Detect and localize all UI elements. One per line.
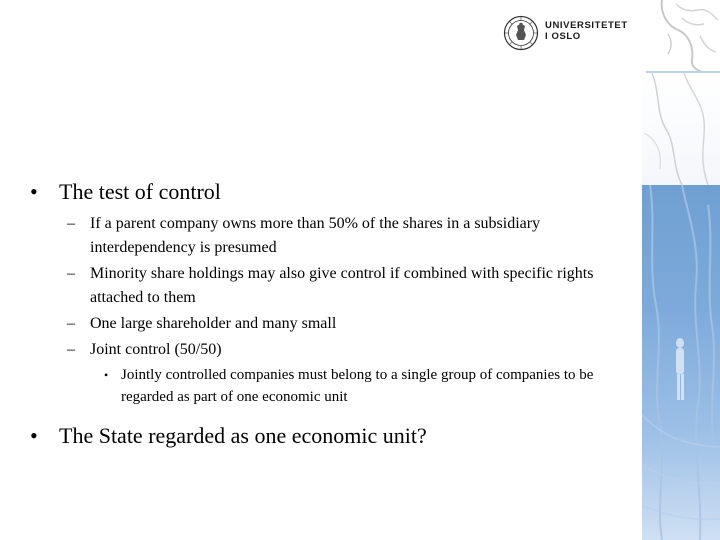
- bullet-level2: [30, 338, 630, 362]
- bullet-level2: [30, 212, 630, 260]
- university-name: [545, 20, 645, 42]
- bullet-level1: [30, 178, 630, 206]
- bullet-marker: •: [104, 368, 109, 382]
- bullet-text: Minority share holdings may also give control if combined with specific rights attached to them: [90, 265, 594, 306]
- decorative-blue-panel: [642, 185, 720, 540]
- bullet-text: Jointly controlled companies must belong to a single group of companies to be regarded as part of one economic unit: [121, 367, 594, 405]
- university-name-line2: I OSLO: [545, 31, 581, 42]
- bullet-marker: •: [30, 423, 38, 448]
- bullet-marker: •: [30, 179, 38, 204]
- university-name-line1: UNIVERSITETET: [545, 20, 628, 31]
- bullet-text: Joint control (50/50): [90, 341, 222, 358]
- bullet-text: The State regarded as one economic unit?: [59, 423, 427, 448]
- dash-marker: –: [67, 315, 75, 332]
- bullet-text: One large shareholder and many small: [90, 315, 337, 332]
- bullet-level3: [30, 364, 630, 408]
- bullet-text: The test of control: [59, 179, 221, 204]
- dash-marker: –: [67, 341, 75, 358]
- decorative-statue-middle: [642, 73, 720, 185]
- bullet-level2: [30, 262, 630, 310]
- bullet-text: If a parent company owns more than 50% of the shares in a subsidiary interdependency is presumed: [90, 215, 541, 256]
- bullet-level1: [30, 422, 630, 450]
- bullet-level2: [30, 312, 630, 336]
- dash-marker: –: [67, 265, 75, 282]
- dash-marker: –: [67, 215, 75, 232]
- university-seal-icon: [503, 15, 539, 51]
- slide-body: [30, 178, 630, 450]
- decorative-statue-header: [642, 0, 720, 72]
